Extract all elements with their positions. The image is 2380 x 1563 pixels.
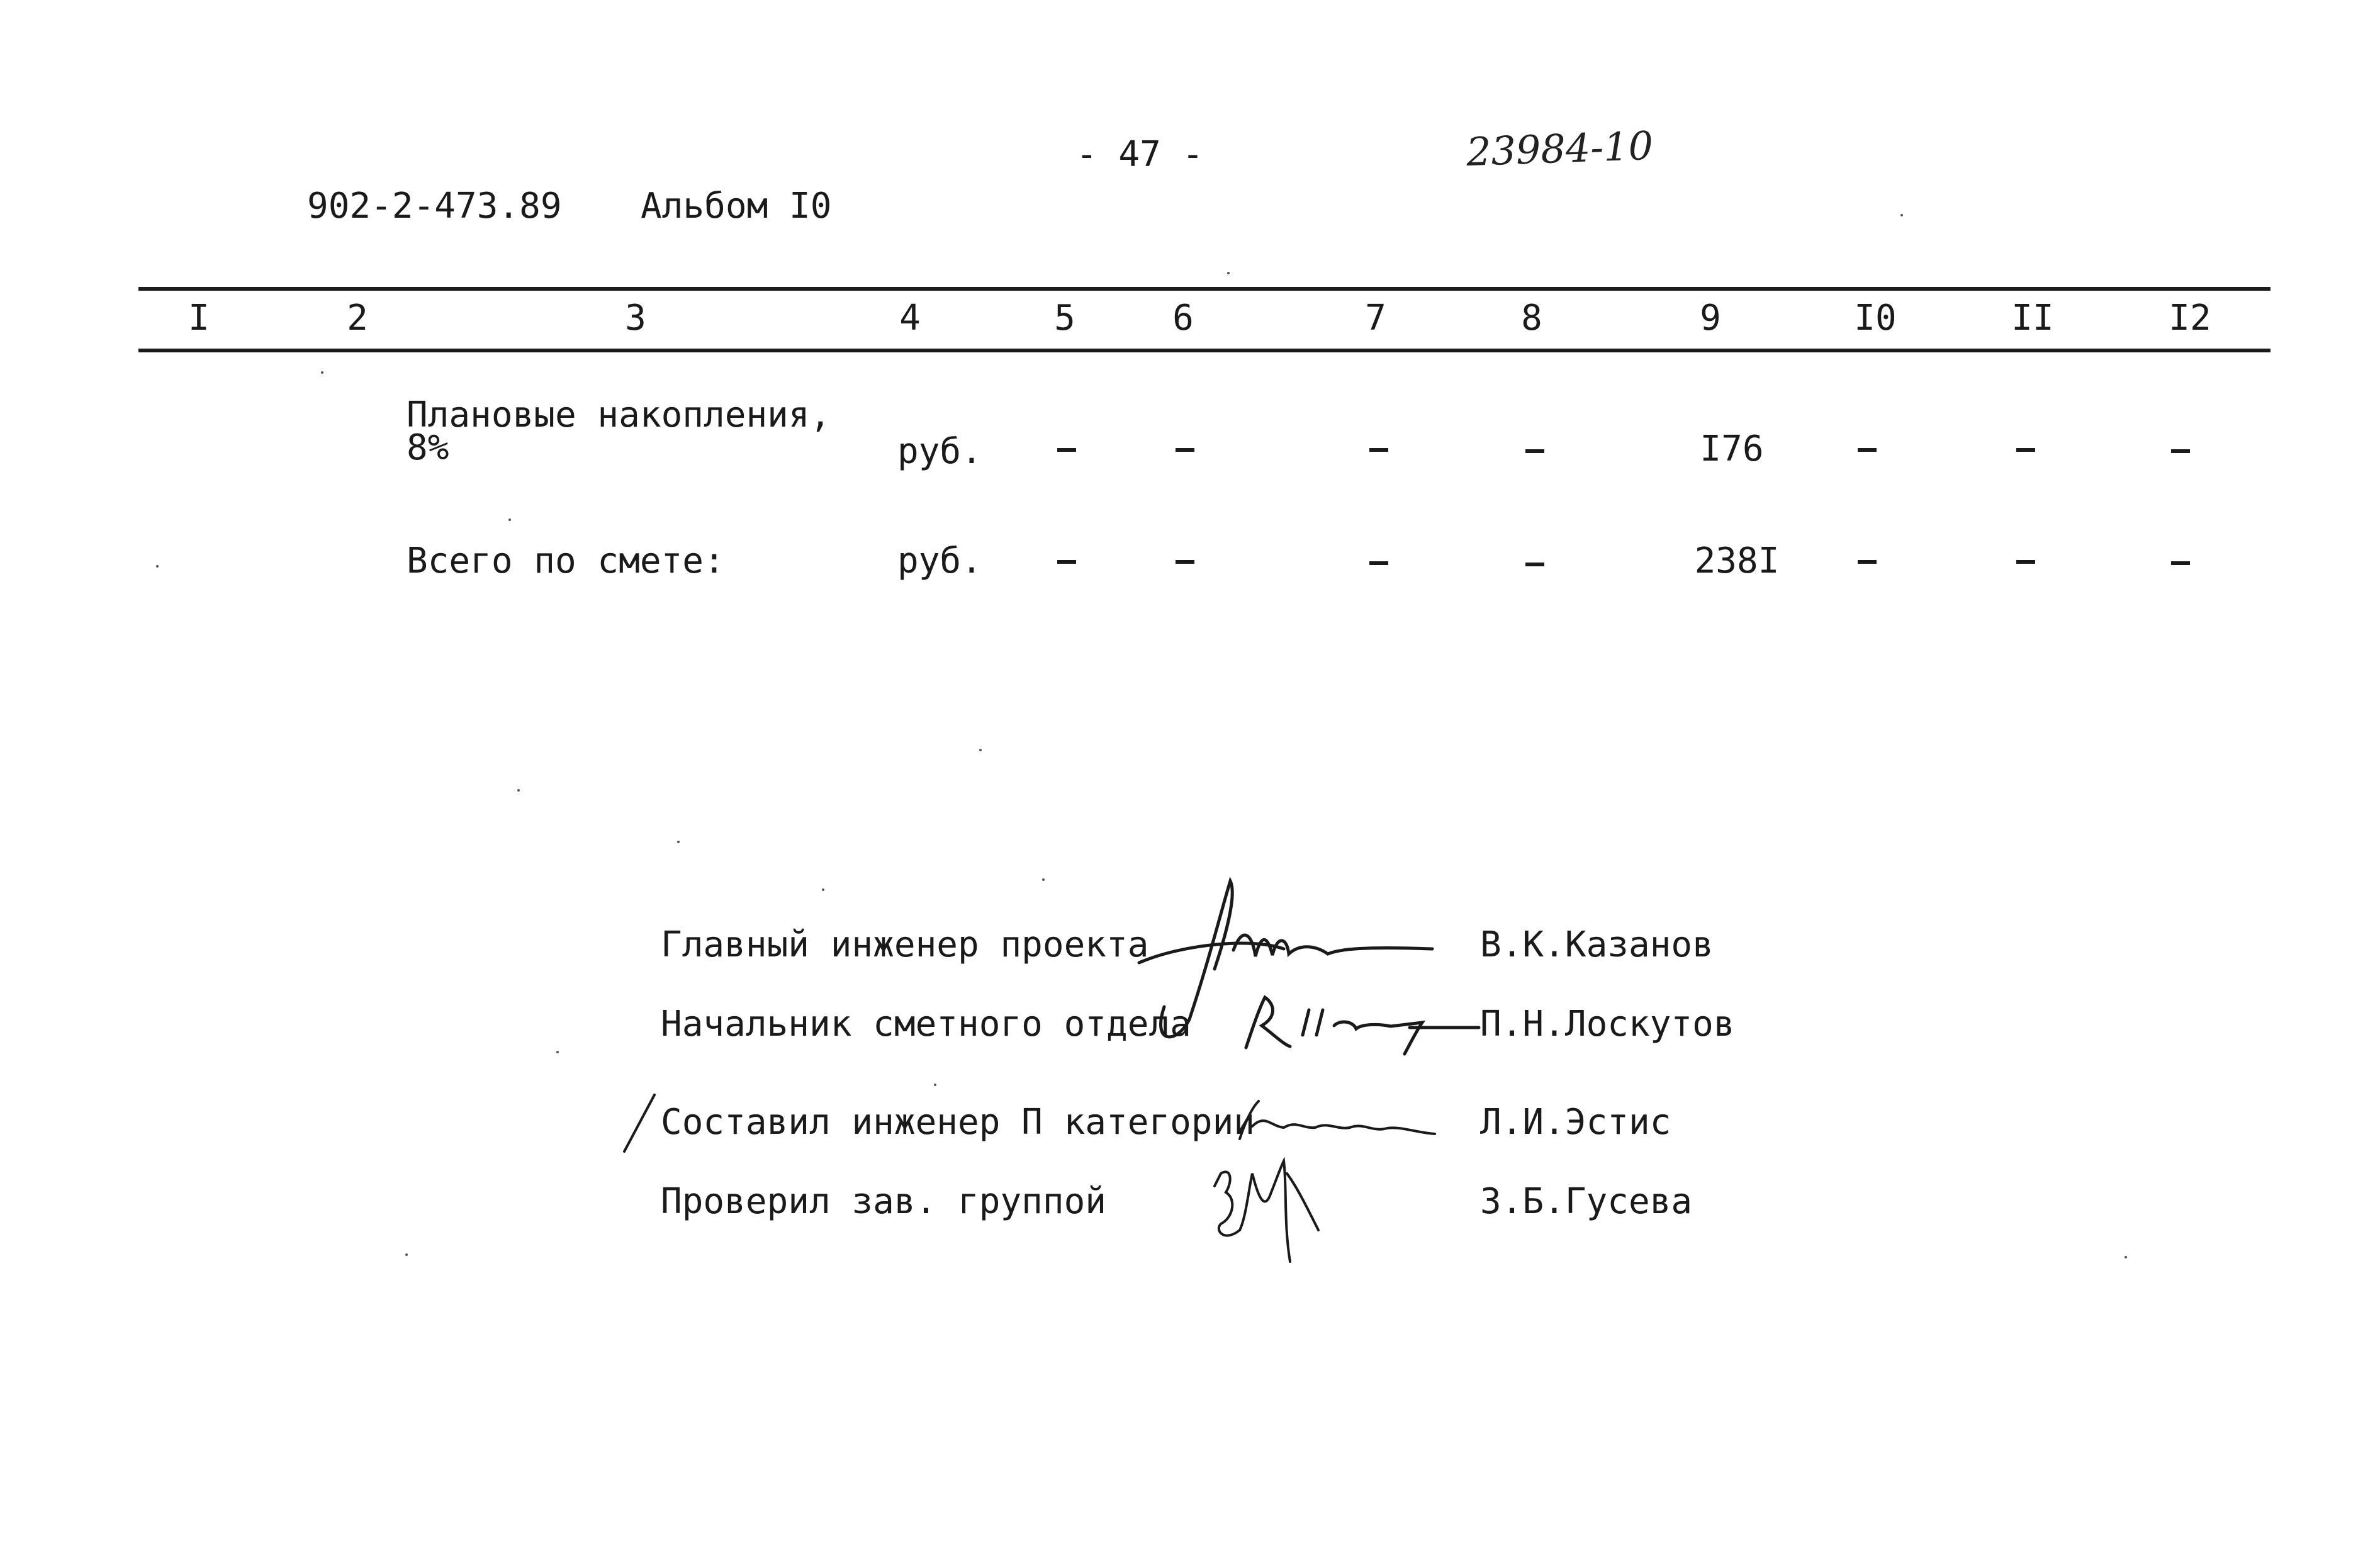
compiler-signature (1227, 1089, 1441, 1158)
document-code: 902-2-473.89 (307, 186, 562, 227)
scan-speck (1042, 878, 1045, 881)
group-head-signature (1196, 1148, 1347, 1274)
row-label-percent: 8% (407, 427, 449, 468)
column-number-2: 2 (347, 298, 368, 339)
column-number-9: 9 (1700, 298, 1721, 339)
column-number-8: 8 (1521, 298, 1542, 339)
empty-cell-dash (1057, 448, 1076, 452)
column-number-12: I2 (2169, 298, 2211, 339)
column-number-6: 6 (1172, 298, 1194, 339)
album-label: Альбом I0 (641, 186, 832, 227)
column-number-3: 3 (625, 298, 646, 339)
scan-speck (1900, 214, 1903, 216)
row-unit: руб. (897, 541, 982, 581)
row-label: Плановые накопления, (407, 395, 831, 435)
empty-cell-dash (1858, 560, 1877, 564)
table-top-rule (138, 287, 2271, 291)
empty-cell-dash (1369, 561, 1388, 565)
scan-speck (156, 565, 159, 568)
scan-speck (677, 841, 680, 843)
row-value-col9: 238I (1694, 541, 1780, 581)
table-header-bottom-rule (138, 349, 2271, 352)
empty-cell-dash (1176, 448, 1194, 452)
column-number-4: 4 (899, 298, 921, 339)
scan-speck (934, 1084, 936, 1086)
scan-speck (2125, 1256, 2127, 1258)
row-unit: руб. (897, 431, 982, 472)
signatory-name: З.Б.Гусева (1480, 1181, 1693, 1222)
empty-cell-dash (2016, 560, 2035, 564)
scan-speck (1227, 272, 1230, 274)
handwritten-reference-number: 23984-10 (1465, 122, 1654, 176)
empty-cell-dash (1369, 448, 1388, 452)
scan-speck (508, 518, 511, 521)
empty-cell-dash (1176, 560, 1194, 564)
empty-cell-dash (1525, 563, 1544, 566)
signature-role: Начальник сметного отдела (661, 1004, 1191, 1045)
column-number-1: I (188, 298, 210, 339)
empty-cell-dash (1858, 448, 1877, 452)
scan-speck (517, 789, 520, 792)
column-number-11: II (2011, 298, 2054, 339)
signature-role: Проверил зав. группой (661, 1181, 1107, 1222)
signature-role: Составил инженер П категории (661, 1102, 1255, 1143)
scan-speck (321, 371, 323, 374)
scan-speck (556, 1051, 559, 1053)
signatory-name: В.К.Казанов (1480, 924, 1714, 965)
column-number-10: I0 (1854, 298, 1897, 339)
empty-cell-dash (1525, 449, 1544, 453)
row-label: Всего по смете: (407, 541, 725, 581)
signature-role: Главный инженер проекта (661, 924, 1149, 965)
column-number-7: 7 (1365, 298, 1386, 339)
scan-speck (822, 888, 824, 891)
scan-speck (405, 1253, 408, 1256)
column-number-5: 5 (1054, 298, 1075, 339)
estimate-head-signature (1240, 991, 1491, 1060)
empty-cell-dash (1057, 560, 1076, 564)
correction-slash-mark (617, 1089, 661, 1158)
empty-cell-dash (2171, 449, 2190, 453)
page-number: - 47 - (1076, 134, 1204, 175)
signatory-name: П.Н.Лоскутов (1480, 1004, 1735, 1045)
empty-cell-dash (2171, 561, 2190, 565)
signatory-name: Л.И.Эстис (1480, 1102, 1671, 1143)
row-value-col9: I76 (1700, 429, 1764, 469)
empty-cell-dash (2016, 448, 2035, 452)
scan-speck (979, 749, 982, 751)
